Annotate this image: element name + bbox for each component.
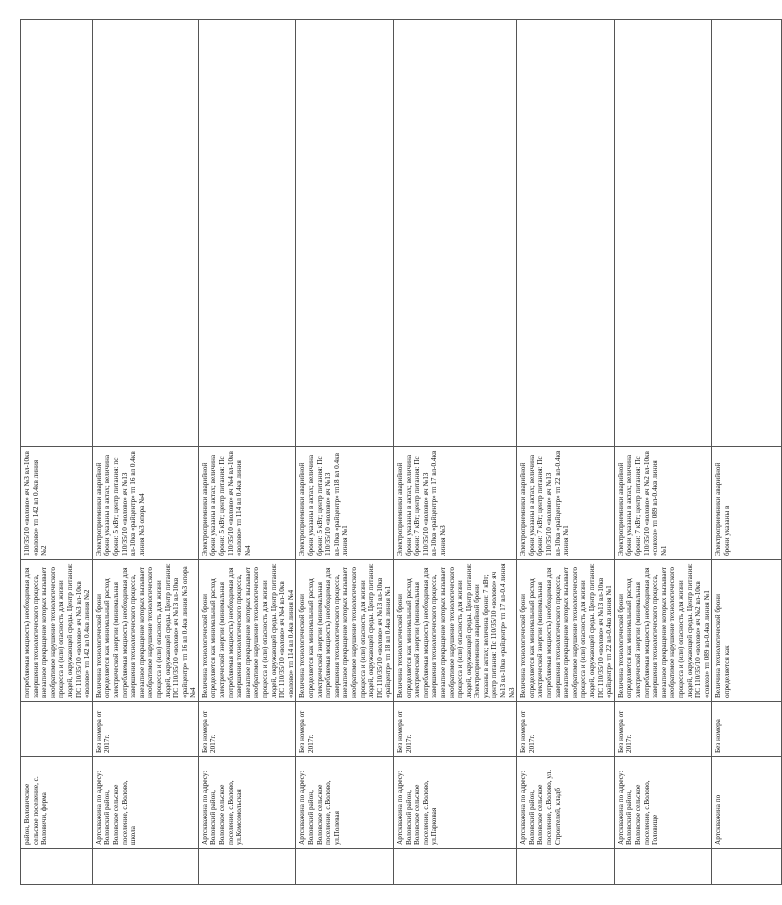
address-cell: Артскважина по адресу: Воловский район, Воловское сельское поселение, с.Волово, ул.Комсомольская [198, 757, 296, 849]
number-cell: Без номера от 2017г. [614, 702, 712, 757]
number-cell: Без номера [712, 702, 782, 757]
emergency-reserve-cell: Электроприемники аварийной брони указаны в актах; величина брони: 5 кВт; центр питания: Пс 110/35/10 «волово» яч №13 вл-10кв «райцентр» тп18 вл 0.4кв линия №1 [296, 447, 394, 560]
empty-cell [296, 20, 394, 447]
empty-cell [614, 20, 712, 447]
empty-cell [517, 849, 615, 885]
table-row [517, 20, 615, 885]
number-cell: Без номера от 2017г. [296, 702, 394, 757]
address-cell: район, Воловичское сельское поселение, с. Воловичи, ферма [21, 757, 93, 849]
table-row [198, 20, 296, 885]
number-cell: Без номера от 2017г. [393, 702, 516, 757]
empty-cell [198, 849, 296, 885]
address-cell: Артскважина по [712, 757, 782, 849]
empty-cell [393, 20, 516, 447]
number-cell: Без номера от 2017г. [92, 702, 198, 757]
emergency-reserve-cell: Электроприемники аварийной брони указаны в [712, 447, 782, 560]
emergency-reserve-cell: Электроприемники аварийной брони указаны в актах; величина брони: 7 кВт; центр питания: Пс 110/35/10 «волово» яч №13 вл-10кв «райцентр» тп 22 вл-0.4кв линия №1 [517, 447, 615, 560]
tech-reserve-cell: Величина технологической брони определяется как минимальный расход электрической энергии (минимальная потребляемая мощность) необходимая для завершения технологического процесса, внезапное прекращение которых вызывает необратимое нарушение технологического процесса и (или) опасность для жизни людей, окружающей среды. Центр питания: ПС 110/35/10 «волово» яч №13 вл-10кв «райцентр» тп 16 вл 0.4кв линия №3 опора №4 [92, 560, 198, 702]
tech-reserve-cell: Величина технологической брони определяется как минимальный расход электрической энергии (минимальная потребляемая мощность) необходимая для завершения технологического процесса, внезапное прекращение которых вызывает необратимое нарушение технологического процесса и (или) опасность для жизни людей, окружающей среды. Центр питания: ПС 110/35/10 «волово» яч №13 вл-10кв «райцентр» тп 18 вл 0.4кв линия №1 [296, 560, 394, 702]
empty-cell [92, 849, 198, 885]
table-row [296, 20, 394, 885]
number-cell: Без номера от 2017г. [198, 702, 296, 757]
address-cell: Артскважина по адресу: Воловский район, Воловское сельское поселение, с.Волово, ул.Полевая [296, 757, 394, 849]
emergency-reserve-cell: Электроприемники аварийной брони указаны в актах; величина брони: 7 кВт; центр питания: Пс 110/35/10 «волово» яч №13 вл-10кв «райцентр» тп 17 вл-0.4кв линия №3 [393, 447, 516, 560]
emergency-reserve-cell: Электроприемники аварийной брони указаны в актах; величина брони: 7 кВт; центр питания: Пс 110/35/10 «волово» яч №2 вл-10кв «совхоз» тп 089 вл-0.4кв линия №1 [614, 447, 712, 560]
empty-cell [21, 849, 93, 885]
number-cell [21, 702, 93, 757]
empty-cell [712, 849, 782, 885]
tech-reserve-cell: Величина технологической брони определяется как минимальный расход электрической энергии (минимальная потребляемая мощность) необходимая для завершения технологического процесса, внезапное прекращение которых вызывает необратимое нарушение технологического процесса и (или) опасность для жизни людей, окружающей среды. Центр питания: ПС 110/35/10 «волово» яч №13 вл-10кв «райцентр» тп 22 вл-0.4кв линия №1 [517, 560, 615, 702]
reservation-table [20, 19, 782, 885]
emergency-reserve-cell: 110/35/10 «волово» яч №3 вл-10кв «волово» тп 142 вл 0.4кв линия №2 [21, 447, 93, 560]
address-cell: Артскважина по адресу: Воловский район, Воловское сельское поселение, с.Волово, Головище [614, 757, 712, 849]
tech-reserve-cell: потребляемая мощность) необходимая для завершения технологического процесса, внезапное прекращение которых вызывает необратимое нарушение технологического процесса и (или) опасность для жизни людей, окружающей среды. Центр питания: ПС 110/35/10 «волово» яч №3 вл-10кв «волово» тп 142 вл 0.4кв линия №2 [21, 560, 93, 702]
table-row [393, 20, 516, 885]
table-row [92, 20, 198, 885]
tech-reserve-cell: Величина технологической брони определяется как минимальный расход электрической энергии (минимальная потребляемая мощность) необходимая для завершения технологического процесса, внезапное прекращение которых вызывает необратимое нарушение технологического процесса и (или) опасность для жизни людей, окружающей среды. Центр питания: ПС 110/35/10 «волово» яч №2 вл-10кв «совхоз» тп 089 вл-0.4кв линия №1 [614, 560, 712, 702]
table-row [21, 20, 93, 885]
emergency-reserve-cell: Электроприемники аварийной брони указаны в актах; величина брони: 5 кВт; центр питания: пс 110/35/10 «волово» яч №13 вл-10кв «райцентр» тп 16 вл 0.4кв линия №3 опора №4 [92, 447, 198, 560]
table-row [614, 20, 712, 885]
address-cell: Артскважина по адресу: Воловский район, Воловское сельское поселение, с.Волово, школа [92, 757, 198, 849]
tech-reserve-cell: Величина технологической брони определяется как минимальный расход электрической энергии (минимальная потребляемая мощность) необходимая для завершения технологического процесса, внезапное прекращение которых вызывает необратимое нарушение технологического процесса и (или) опасность для жизни людей, окружающей среды. Центр питания: ПС 110/35/10 «волово» яч №4 вл-10кв «волово» тп 114 вл 0.4кв линия №4 [198, 560, 296, 702]
empty-cell [296, 849, 394, 885]
empty-cell [92, 20, 198, 447]
tech-reserve-cell: Величина технологической брони определяется как [712, 560, 782, 702]
empty-cell [198, 20, 296, 447]
number-cell: Без номера от 2017г. [517, 702, 615, 757]
empty-cell [21, 20, 93, 447]
empty-cell [614, 849, 712, 885]
tech-reserve-cell: Величина технологической брони определяется как минимальный расход электрической энергии (минимальная потребляемая мощность) необходимая для завершения технологического процесса, внезапное прекращение которых вызывает необратимое нарушение технологического процесса и (или) опасность для жизни людей, окружающей среды. Центр питания: Электроприемники аварийной брони указаны в актах; величина брони: 7 кВт; центр питания: Пс 110/35/10 «волово» яч №13 вл-10кв «райцентр» тп 17 вл-0.4 линия №3 [393, 560, 516, 702]
empty-cell [393, 849, 516, 885]
rotated-table-container [20, 20, 731, 885]
address-cell: Артскважина по адресу: Воловский район, Воловское сельское поселение, с.Волово, ул.Парковая [393, 757, 516, 849]
address-cell: Артскважина по адресу: Воловский район, Воловское сельское поселение, с.Волово, ул. Строителей, кладб [517, 757, 615, 849]
empty-cell [517, 20, 615, 447]
table-row [712, 20, 782, 885]
empty-cell [712, 20, 782, 447]
emergency-reserve-cell: Электроприемники аварийной брони указаны в актах; величина брони: 5 кВт; центр питания: Пс 110/35/10 «волово» яч №4 вл-10кв «волово» тп 114 вл 0.4кв линия №4 [198, 447, 296, 560]
